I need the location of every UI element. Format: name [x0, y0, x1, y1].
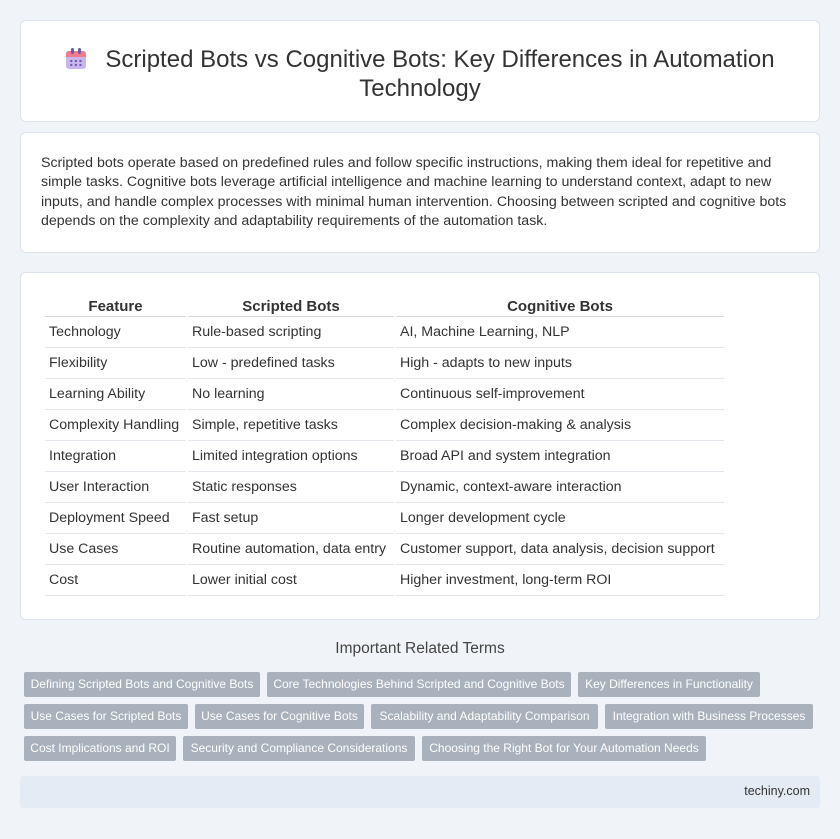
cognitive-cell: High - adapts to new inputs [396, 348, 724, 379]
scripted-cell: Static responses [188, 472, 394, 503]
scripted-cell: No learning [188, 379, 394, 410]
related-term-tag[interactable]: Core Technologies Behind Scripted and Cognitive Bots [267, 672, 571, 697]
feature-cell: Integration [45, 441, 186, 472]
related-term-tag[interactable]: Use Cases for Cognitive Bots [195, 704, 364, 729]
cognitive-cell: Broad API and system integration [396, 441, 724, 472]
header-feature: Feature [45, 295, 186, 317]
table-row [45, 317, 724, 348]
cognitive-cell: Higher investment, long-term ROI [396, 565, 724, 596]
cognitive-cell: Customer support, data analysis, decision support [396, 534, 724, 565]
feature-cell: User Interaction [45, 472, 186, 503]
scripted-cell: Low - predefined tasks [188, 348, 394, 379]
related-term-tag[interactable]: Choosing the Right Bot for Your Automation Needs [422, 736, 706, 761]
scripted-cell: Rule-based scripting [188, 317, 394, 348]
cognitive-cell: Continuous self-improvement [396, 379, 724, 410]
related-term-tag[interactable]: Use Cases for Scripted Bots [24, 704, 188, 729]
calendar-icon [65, 48, 87, 70]
table-row [45, 410, 724, 441]
related-term-tag[interactable]: Key Differences in Functionality [578, 672, 760, 697]
table-row [45, 472, 724, 503]
related-terms-title: Important Related Terms [335, 640, 505, 657]
related-term-tag[interactable]: Cost Implications and ROI [24, 736, 176, 761]
intro-card [20, 132, 820, 253]
scripted-cell: Limited integration options [188, 441, 394, 472]
related-term-tag[interactable]: Scalability and Adaptability Comparison [371, 704, 598, 729]
table-header-row [45, 295, 724, 317]
scripted-cell: Fast setup [188, 503, 394, 534]
cognitive-cell: Dynamic, context-aware interaction [396, 472, 724, 503]
table-row [45, 565, 724, 596]
related-term-tag[interactable]: Security and Compliance Considerations [183, 736, 415, 761]
page-title-wrap [61, 45, 779, 103]
title-card [20, 20, 820, 122]
intro-text: Scripted bots operate based on predefined rules and follow specific instructions, making them ideal for repetitive and simple tasks. Cognitive bots leverage artificial intelligence and machine learning to understand context, adapt to new inputs, and handle complex processes with minimal human intervention. Choosing between scripted and cognitive bots depends on the complexity and adaptability requirements of the automation task. [41, 155, 787, 230]
related-term-tag[interactable]: Defining Scripted Bots and Cognitive Bots [24, 672, 260, 697]
feature-cell: Cost [45, 565, 186, 596]
scripted-cell: Lower initial cost [188, 565, 394, 596]
cognitive-cell: AI, Machine Learning, NLP [396, 317, 724, 348]
feature-cell: Complexity Handling [45, 410, 186, 441]
table-row [45, 348, 724, 379]
table-row [45, 503, 724, 534]
cognitive-cell: Complex decision-making & analysis [396, 410, 724, 441]
feature-cell: Technology [45, 317, 186, 348]
cognitive-cell: Longer development cycle [396, 503, 724, 534]
scripted-cell: Simple, repetitive tasks [188, 410, 394, 441]
table-card [20, 272, 820, 620]
feature-cell: Deployment Speed [45, 503, 186, 534]
feature-cell: Learning Ability [45, 379, 186, 410]
table-row [45, 534, 724, 565]
footer-site[interactable]: techiny.com [744, 784, 810, 798]
scripted-cell: Routine automation, data entry [188, 534, 394, 565]
table-row [45, 441, 724, 472]
feature-cell: Use Cases [45, 534, 186, 565]
header-cognitive-bots: Cognitive Bots [396, 295, 724, 317]
table-row [45, 379, 724, 410]
header-scripted-bots: Scripted Bots [188, 295, 394, 317]
related-term-tag[interactable]: Integration with Business Processes [605, 704, 813, 729]
page-title: Scripted Bots vs Cognitive Bots: Key Differences in Automation Technology [105, 46, 775, 102]
footer [20, 776, 820, 808]
feature-cell: Flexibility [45, 348, 186, 379]
comparison-table [43, 295, 726, 596]
